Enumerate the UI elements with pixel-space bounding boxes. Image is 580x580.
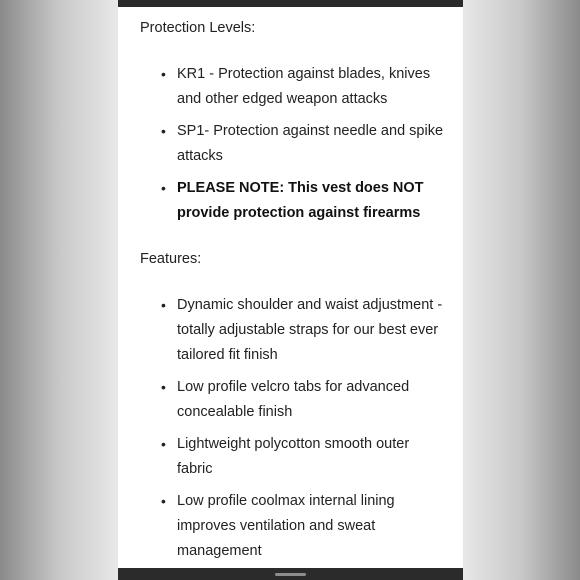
list-item	[140, 375, 445, 425]
list-item-text: KR1 - Protection against blades, knives and other edged weapon attacks	[177, 66, 431, 107]
bullet-icon: •	[161, 66, 166, 82]
bottom-navigation-bar	[118, 568, 463, 580]
list-item-text: SP1- Protection against needle and spike attacks	[177, 123, 444, 164]
firearms-warning-text: PLEASE NOTE: This vest does NOT provide protection against firearms	[177, 180, 424, 221]
bullet-icon: •	[161, 436, 166, 452]
list-item-text: Dynamic shoulder and waist adjustment - totally adjustable straps for our best ever tailored fit finish	[177, 297, 443, 363]
bullet-icon: •	[161, 180, 166, 196]
bullet-icon: •	[161, 297, 166, 313]
list-item	[140, 489, 445, 564]
product-description-page[interactable]	[118, 7, 463, 568]
protection-levels-list	[140, 62, 445, 226]
list-item	[140, 432, 445, 482]
bullet-icon: •	[161, 123, 166, 139]
list-item-warning	[140, 176, 445, 226]
list-item	[140, 293, 445, 368]
list-item	[140, 62, 445, 112]
list-item-text: Low profile coolmax internal lining improves ventilation and sweat management	[177, 493, 395, 559]
description-content	[140, 16, 445, 568]
bullet-icon: •	[161, 493, 166, 509]
list-item-text: Lightweight polycotton smooth outer fabric	[177, 436, 410, 477]
list-item-text: Low profile velcro tabs for advanced concealable finish	[177, 379, 410, 420]
list-item	[140, 119, 445, 169]
features-heading: Features:	[140, 251, 202, 267]
top-status-bar	[118, 0, 463, 7]
protection-levels-heading: Protection Levels:	[140, 20, 256, 36]
bullet-icon: •	[161, 379, 166, 395]
home-indicator[interactable]	[275, 573, 306, 576]
features-list	[140, 293, 445, 564]
